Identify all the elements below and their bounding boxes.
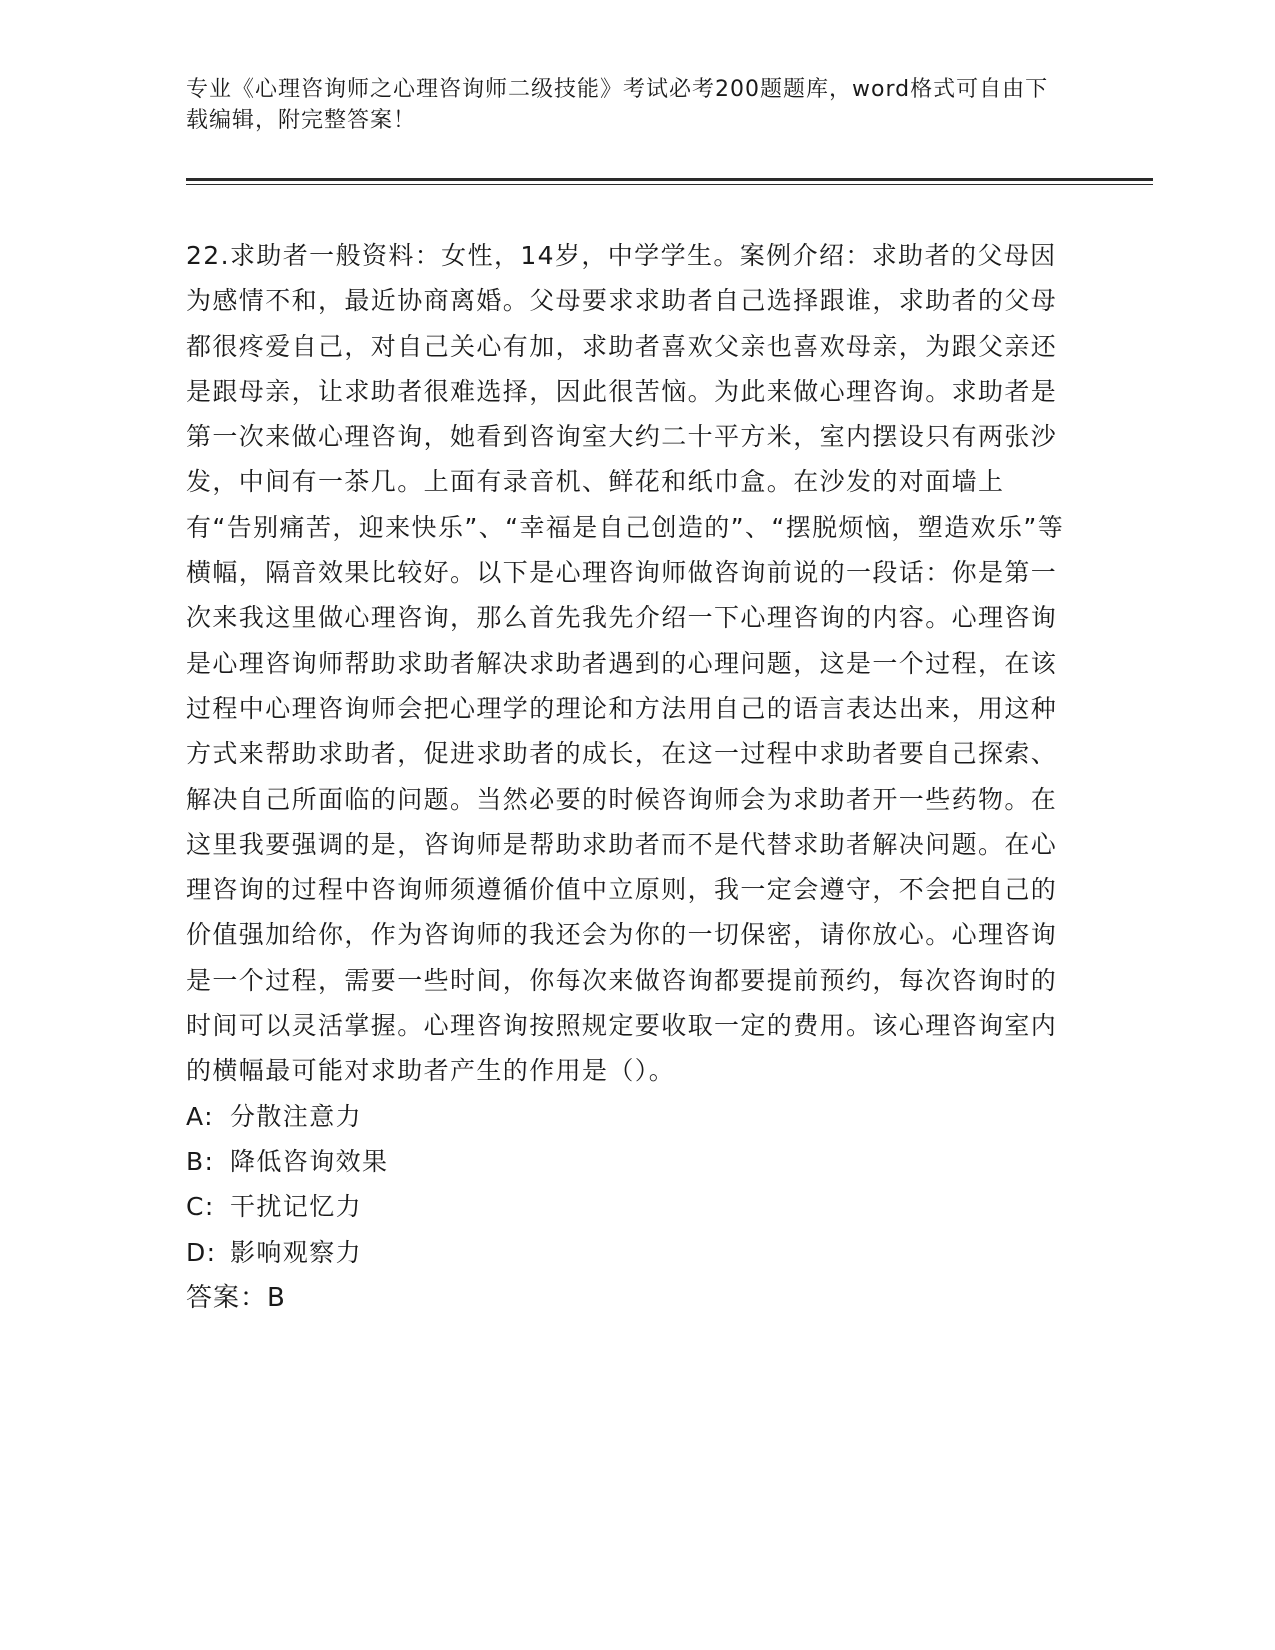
header-divider bbox=[186, 178, 1153, 181]
option-a bbox=[186, 1094, 1066, 1139]
option-text: 干扰记忆力 bbox=[230, 1192, 363, 1222]
option-text: 降低咨询效果 bbox=[230, 1146, 389, 1176]
option-b bbox=[186, 1139, 1066, 1184]
option-letter: C: bbox=[186, 1192, 215, 1222]
option-d bbox=[186, 1230, 1066, 1275]
question-number: 22. bbox=[186, 241, 230, 270]
option-list bbox=[186, 1094, 1066, 1275]
option-c bbox=[186, 1184, 1066, 1229]
question-text: 求助者一般资料：女性，14岁，中学学生。案例介绍：求助者的父母因为感情不和，最近协商离婚。父母要求求助者自己选择跟谁，求助者的父母都很疼爱自己，对自己关心有加，求助者喜欢父亲也喜欢母亲，为跟父亲还是跟母亲，让求助者很难选择，因此很苦恼。为此来做心理咨询。求助者是第一次来做心理咨询，她看到咨询室大约二十平方米，室内摆设只有两张沙发，中间有一茶几。上面有录音机、鲜花和纸巾盒。在沙发的对面墙上有“告别痛苦，迎来快乐”、“幸福是自己创造的”、“摆脱烦恼，塑造欢乐”等横幅，隔音效果比较好。以下是心理咨询师做咨询前说的一段话：你是第一次来我这里做心理咨询，那么首先我先介绍一下心理咨询的内容。心理咨询是心理咨询师帮助求助者解决求助者遇到的心理问题，这是一个过程，在该过程中心理咨询师会把心理学的理论和方法用自己的语言表达出来，用这种方式来帮助求助者，促进求助者的成长，在这一过程中求助者要自己探索、解决自己所面临的问题。当然必要的时候咨询师会为求助者开一些药物。在这里我要强调的是，咨询师是帮助求助者而不是代替求助者解决问题。在心理咨询的过程中咨询师须遵循价值中立原则，我一定会遵守，不会把自己的价值强加给你，作为咨询师的我还会为你的一切保密，请你放心。心理咨询是一个过程，需要一些时间，你每次来做咨询都要提前预约，每次咨询时的时间可以灵活掌握。心理咨询按照规定要收取一定的费用。该心理咨询室内的横幅最可能对求助者产生的作用是（）。 bbox=[186, 241, 1065, 1086]
option-letter: A: bbox=[186, 1101, 214, 1131]
option-letter: B: bbox=[186, 1146, 215, 1176]
question-block bbox=[186, 233, 1066, 1322]
option-text: 分散注意力 bbox=[230, 1101, 363, 1131]
document-header bbox=[186, 74, 1066, 136]
header-text: 专业《心理咨询师之心理咨询师二级技能》考试必考200题题库，word格式可自由下载编辑，附完整答案！ bbox=[186, 77, 1049, 133]
question-stem bbox=[186, 233, 1066, 1094]
answer-value: B bbox=[267, 1282, 286, 1313]
answer-line bbox=[186, 1275, 1066, 1322]
option-text: 影响观察力 bbox=[230, 1237, 363, 1267]
answer-label: 答案： bbox=[186, 1282, 268, 1313]
option-letter: D: bbox=[186, 1237, 217, 1267]
